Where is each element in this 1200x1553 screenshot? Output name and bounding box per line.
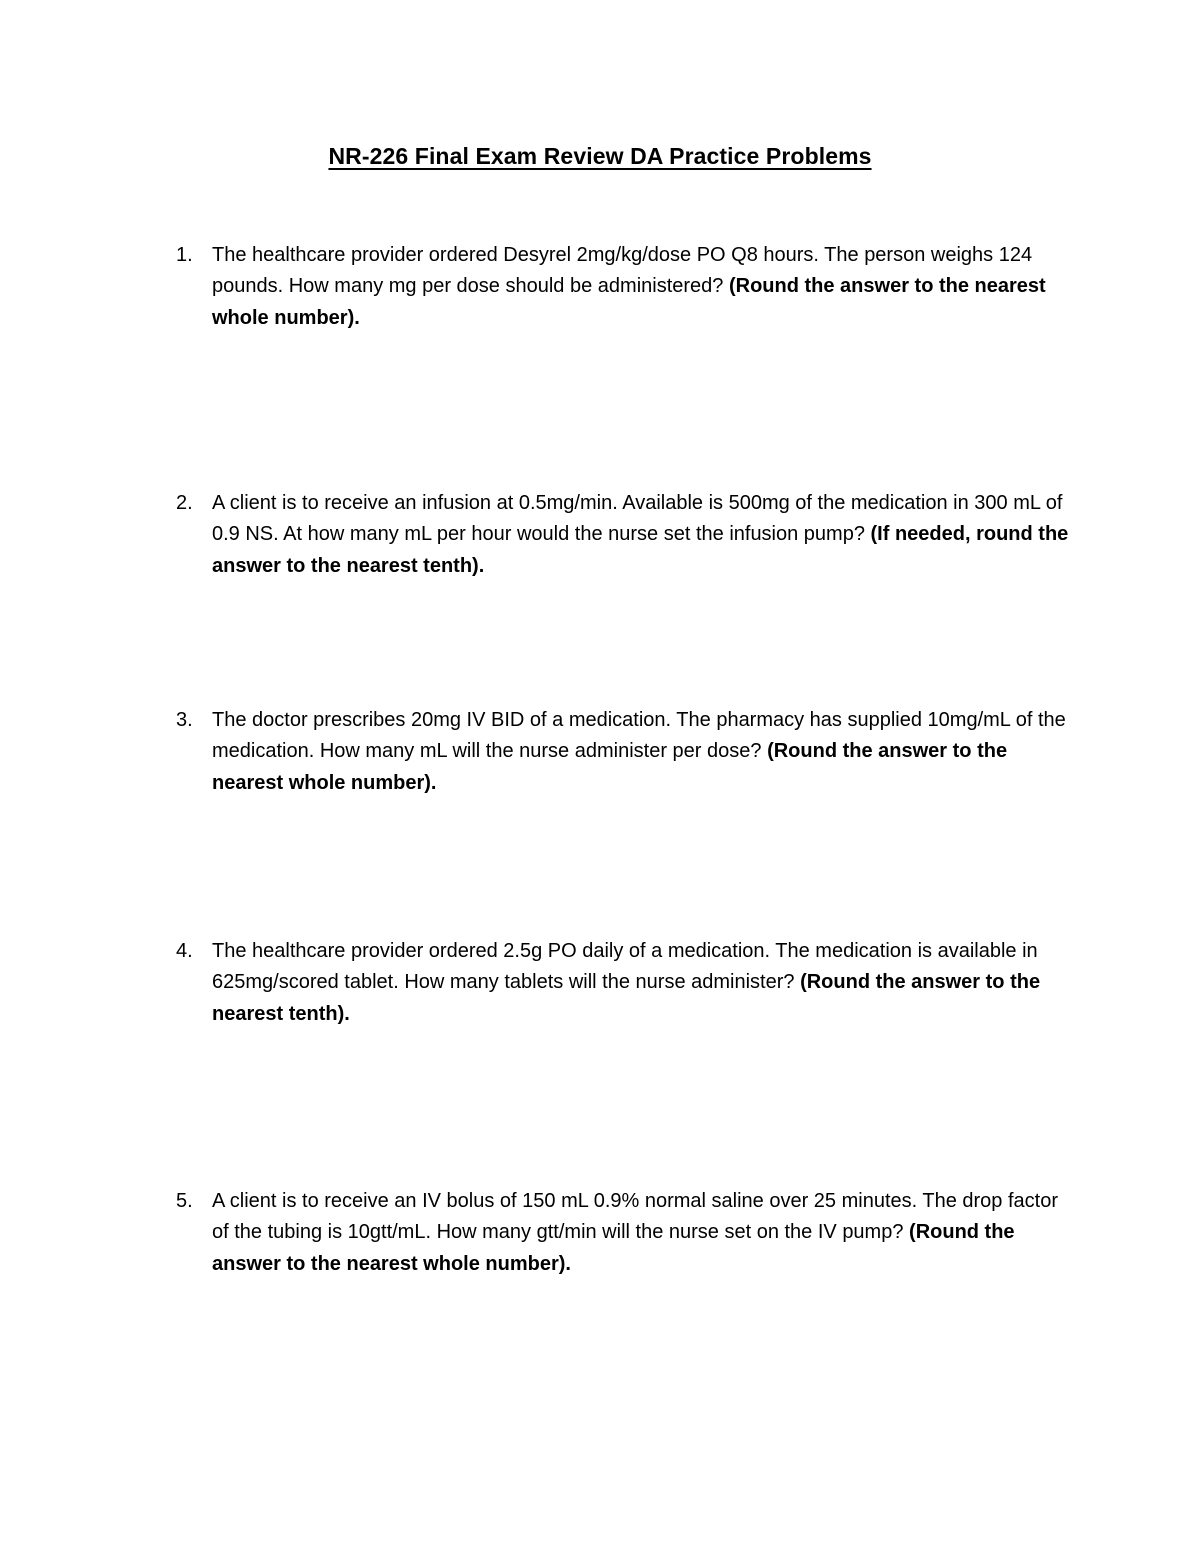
rounding-note: (Round the answer to the nearest whole number). [212, 1221, 1015, 1275]
document-title: NR-226 Final Exam Review DA Practice Problems [328, 143, 872, 169]
problem-item [176, 1186, 1076, 1280]
problem-number: 4. [176, 940, 193, 962]
rounding-note: (Round the answer to the nearest tenth). [212, 971, 1041, 1025]
problem-item [176, 705, 1076, 799]
problem-item [176, 488, 1076, 582]
problem-text: A client is to receive an infusion at 0.5mg/min. Available is 500mg of the medication in 300 mL of 0.9 NS. At how many mL per hour would the nurse set the infusion pump? [212, 492, 1063, 546]
problem-number: 3. [176, 709, 193, 731]
problem-text-block [212, 488, 1076, 582]
rounding-note: (If needed, round the answer to the nearest tenth). [212, 523, 1069, 577]
problem-number: 5. [176, 1190, 193, 1212]
problem-item [176, 240, 1076, 334]
problem-text-block [212, 1186, 1076, 1280]
problem-text: The healthcare provider ordered 2.5g PO daily of a medication. The medication is available in 625mg/scored tablet. How many tablets will the nurse administer? [212, 940, 1038, 994]
problem-number: 1. [176, 244, 193, 266]
problem-item [176, 936, 1076, 1030]
rounding-note: (Round the answer to the nearest whole number). [212, 740, 1008, 794]
problem-text-block [212, 240, 1076, 334]
problem-number: 2. [176, 492, 193, 514]
problem-text-block [212, 936, 1076, 1030]
problem-text: The healthcare provider ordered Desyrel 2mg/kg/dose PO Q8 hours. The person weighs 124 pounds. How many mg per dose should be administered? [212, 244, 1033, 298]
problem-text-block [212, 705, 1076, 799]
problem-text: A client is to receive an IV bolus of 150 mL 0.9% normal saline over 25 minutes. The drop factor of the tubing is 10gtt/mL. How many gtt/min will the nurse set on the IV pump? [212, 1190, 1059, 1244]
problem-text: The doctor prescribes 20mg IV BID of a medication. The pharmacy has supplied 10mg/mL of the medication. How many mL will the nurse administer per dose? [212, 709, 1066, 763]
rounding-note: (Round the answer to the nearest whole number). [212, 275, 1046, 329]
